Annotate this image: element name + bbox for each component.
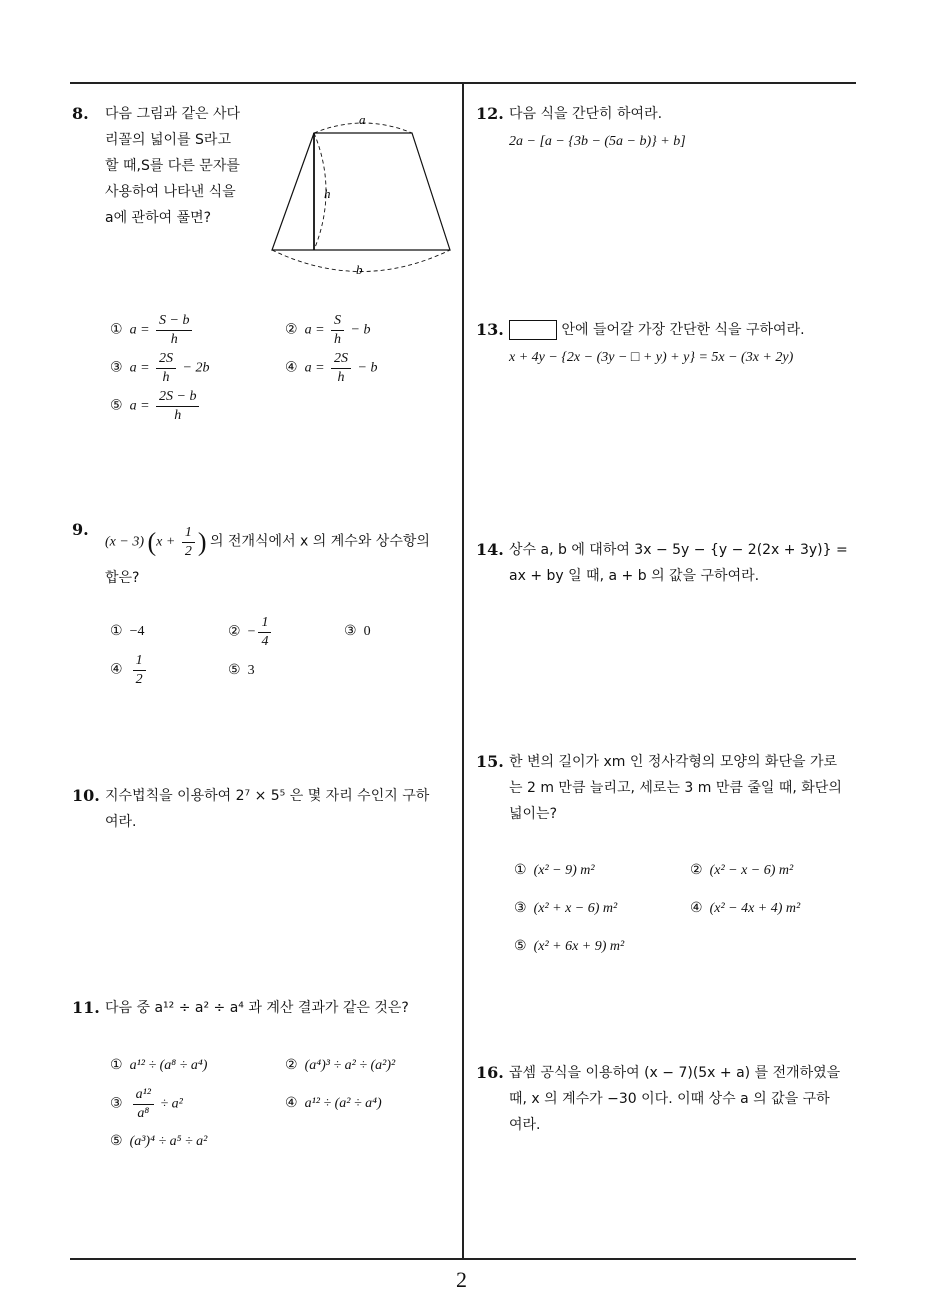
option-2[interactable]: ② − $\frac{1}{4}$ — [228, 614, 274, 651]
question-text: 다음 중 a¹² ÷ a² ÷ a⁴ 과 계산 결과가 같은 것은? — [105, 1000, 409, 1016]
question-number: 13. — [476, 320, 504, 339]
option-1[interactable]: ① a¹² ÷ (a⁸ ÷ a⁴) — [110, 1058, 208, 1073]
question-text: 상수 a, b 에 대하여 3x − 5y − {y − 2(2x + 3y)} = ax + by 일 때, a + b 의 값을 구하여라. — [509, 542, 848, 584]
option-1[interactable]: ① a = $\frac{S - b}{h}$ — [110, 312, 195, 349]
bottom-rule — [70, 1258, 856, 1260]
column-divider — [462, 82, 464, 1258]
option-2[interactable]: ② (a⁴)³ ÷ a² ÷ (a²)² — [285, 1058, 396, 1073]
option-5[interactable]: ⑤ 3 — [228, 663, 255, 678]
question-text: 한 변의 길이가 xm 인 정사각형의 모양의 화단을 가로 는 2 m 만큼 늘리고, 세로는 3 m 만큼 줄일 때, 화단의 넓이는? — [509, 754, 842, 822]
question-number: 16. — [476, 1063, 504, 1082]
question-number: 10. — [72, 786, 100, 805]
question-expression: (x − 3) (x + $\frac{1}{2}$ ) 의 전개식에서 x 의 계수와 상수항의 — [105, 525, 430, 559]
question-text: 다음 식을 간단히 하여라. — [509, 106, 663, 122]
question-number: 9. — [72, 520, 89, 539]
option-3[interactable]: ③ a = $\frac{2S}{h}$ − 2b — [110, 351, 210, 385]
question-number: 14. — [476, 540, 504, 559]
option-4[interactable]: ④ (x² − 4x + 4) m² — [690, 901, 801, 916]
option-4[interactable]: ④ $\frac{1}{2}$ — [110, 652, 149, 689]
option-3[interactable]: ③ 0 — [344, 624, 371, 639]
blank-box — [509, 320, 557, 340]
question-expression: 2a − [a − {3b − (5a − b)} + b] — [509, 134, 686, 149]
question-number: 11. — [72, 998, 100, 1017]
option-2[interactable]: ② a = $\frac{S}{h}$ − b — [285, 313, 371, 347]
option-3[interactable]: ③ (x² + x − 6) m² — [514, 901, 618, 916]
label-a: a — [359, 112, 366, 127]
question-number: 15. — [476, 752, 504, 771]
question-number: 8. — [72, 104, 89, 123]
option-5[interactable]: ⑤ (x² + 6x + 9) m² — [514, 939, 625, 954]
question-expression: x + 4y − {2x − (3y − □ + y) + y} = 5x − (3x + 2y) — [509, 350, 794, 365]
question-text: 합은? — [105, 570, 140, 586]
option-3[interactable]: ③ $\frac{\text{a¹²}}{\text{a⁸}}$ ÷ a² — [110, 1087, 183, 1121]
option-5[interactable]: ⑤ (a³)⁴ ÷ a⁵ ÷ a² — [110, 1134, 208, 1149]
label-h: h — [324, 186, 331, 201]
question-text: 곱셈 공식을 이용하여 (x − 7)(5x + a) 를 전개하였을 때, x 의 계수가 −30 이다. 이때 상수 a 의 값을 구하 여라. — [509, 1065, 841, 1133]
option-4[interactable]: ④ a = $\frac{2S}{h}$ − b — [285, 351, 378, 385]
option-4[interactable]: ④ a¹² ÷ (a² ÷ a⁴) — [285, 1096, 382, 1111]
question-number: 12. — [476, 104, 504, 123]
page-number: 2 — [456, 1267, 467, 1292]
question-text: 안에 들어갈 가장 간단한 식을 구하여라. — [509, 317, 805, 343]
question-text: 지수법칙을 이용하여 2⁷ × 5⁵ 은 몇 자리 수인지 구하 여라. — [105, 788, 430, 830]
question-text: 다음 그림과 같은 사다 리꼴의 넓이를 S라고 할 때,S를 다른 문자를 사용하여 나타낸 식을 a에 관하여 풀면? — [105, 106, 241, 226]
option-2[interactable]: ② (x² − x − 6) m² — [690, 863, 794, 878]
option-5[interactable]: ⑤ a = $\frac{2S - b}{h}$ — [110, 388, 202, 425]
option-1[interactable]: ① (x² − 9) m² — [514, 863, 595, 878]
option-1[interactable]: ① −4 — [110, 624, 145, 639]
label-b: b — [356, 262, 363, 277]
trapezoid-figure — [268, 108, 458, 278]
